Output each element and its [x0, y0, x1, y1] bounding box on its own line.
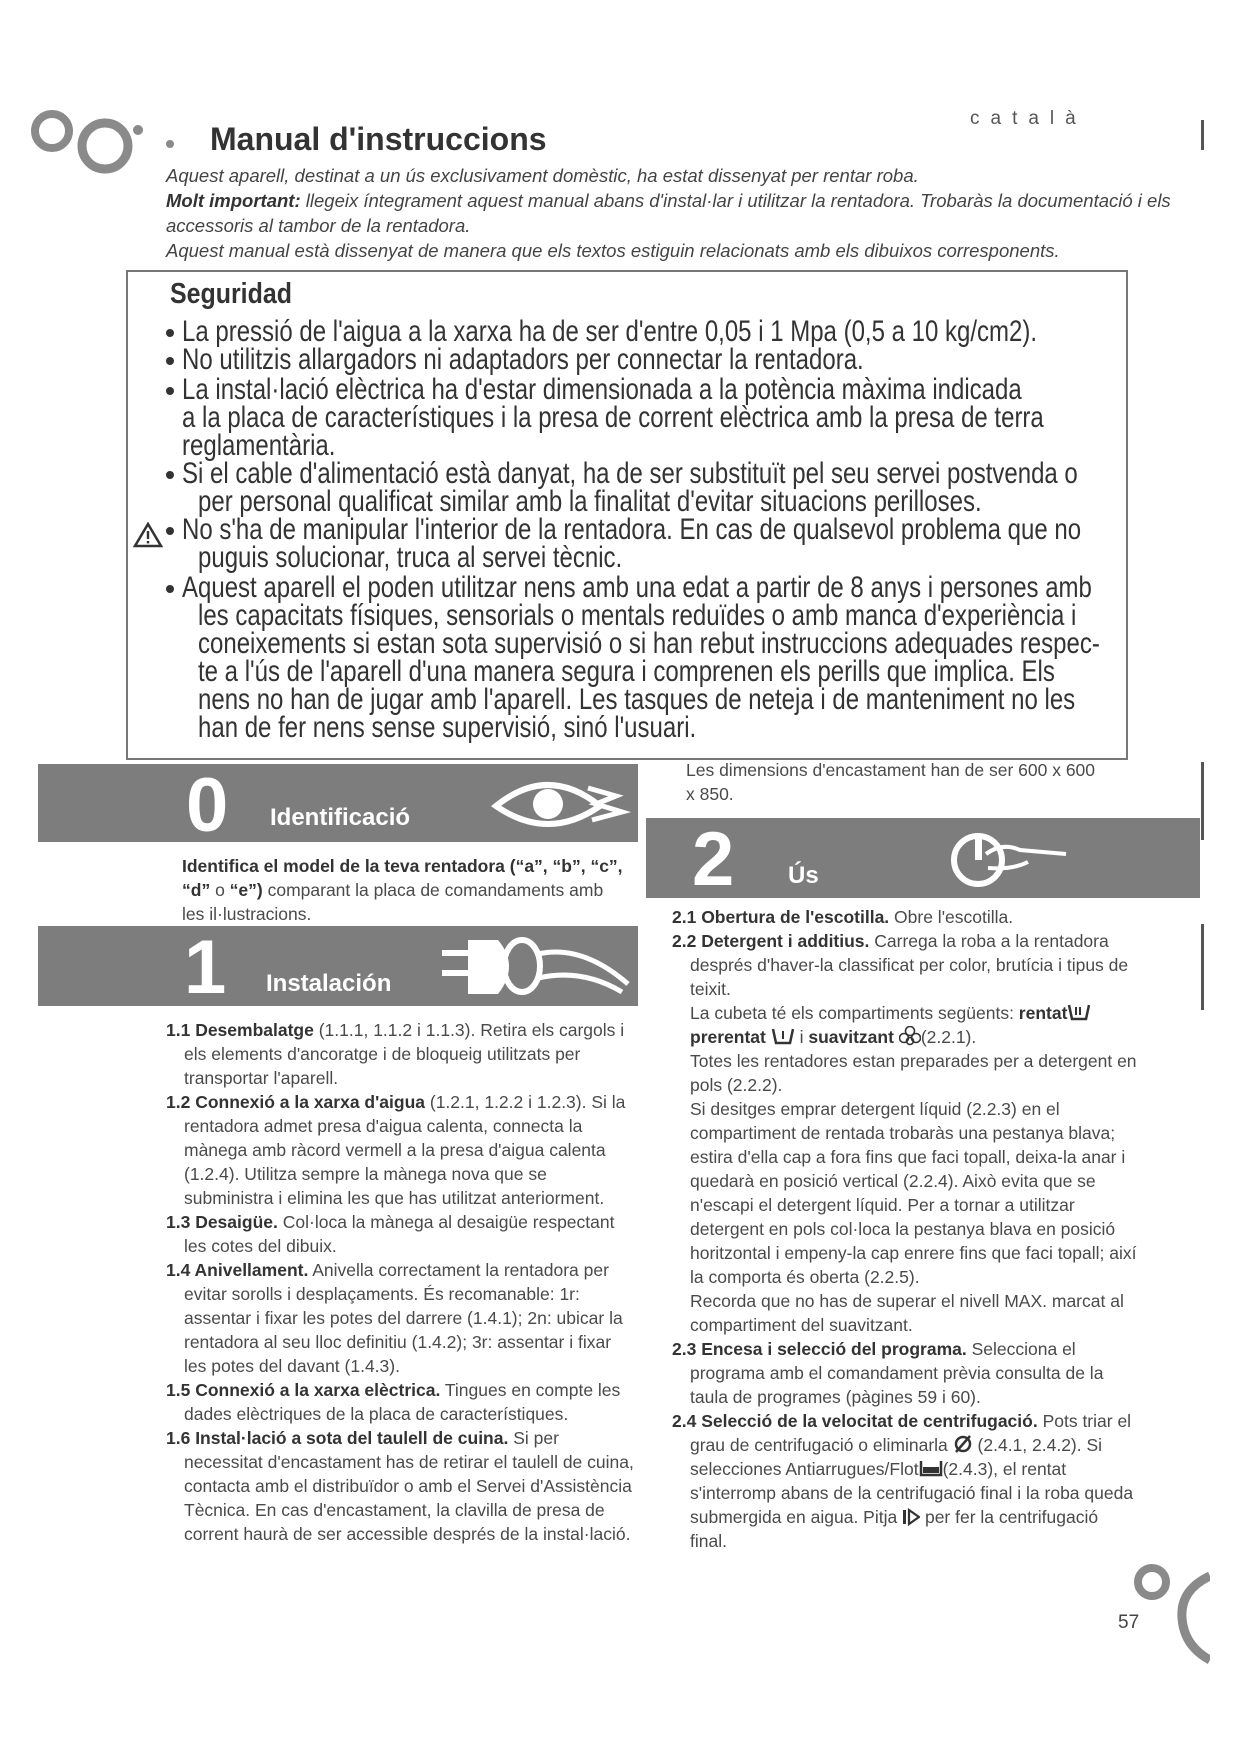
- margin-bar-1: [1201, 120, 1204, 150]
- safety-line: han de fer nens sense supervisió, sinó l'usuari.: [198, 711, 697, 744]
- warning-icon: [133, 522, 163, 548]
- plug-icon: [442, 932, 632, 1002]
- list-item: [166, 1258, 636, 1378]
- prewash-compartment-icon: [771, 1027, 795, 1045]
- paragraph: Totes les rentadores estan preparades per a detergent en pols (2.2.2).: [690, 1051, 1137, 1095]
- no-spin-icon: [953, 1434, 973, 1454]
- section-0-or: o: [210, 880, 230, 900]
- hand-dial-icon: [942, 824, 1072, 894]
- list-item: [166, 1090, 636, 1210]
- item-heading: 2.2 Detergent i additius.: [672, 931, 870, 951]
- item-text: Obre l'escotilla.: [889, 907, 1014, 927]
- safety-box: [126, 270, 1128, 760]
- rinse-hold-icon: [919, 1459, 943, 1477]
- safety-line: La pressió de l'aigua a la xarxa ha de ser d'entre 0,05 i 1 Mpa (0,5 a 10 kg/cm2).: [182, 315, 1037, 348]
- encastament-text: Les dimensions d'encastament han de ser 600 x 600 x 850.: [686, 760, 1096, 804]
- section-0-number: 0: [186, 763, 229, 848]
- safety-line: puguis solucionar, truca al servei tècnic.: [198, 541, 623, 574]
- eye-icon: [488, 768, 638, 838]
- safety-line: No s'ha de manipular l'interior de la rentadora. En cas de qualsevol problema que no: [182, 513, 1082, 546]
- list-item: [166, 1210, 636, 1258]
- section-1-number: 1: [184, 925, 227, 1010]
- section-0-label: Identificació: [270, 804, 411, 831]
- paragraph: [672, 1001, 1138, 1049]
- important-text: llegeix íntegrament aquest manual abans d'instal·lar i utilitzar la rentadora. Trobaràs la documentació i els accessoris al tambor de la rentadora.: [166, 190, 1171, 236]
- list-item: [166, 1378, 636, 1426]
- item-heading: 2.4 Selecció de la velocitat de centrifugació.: [672, 1411, 1038, 1431]
- intro-important: [166, 188, 1176, 238]
- section-0-text: [182, 854, 630, 926]
- compartments-text: La cubeta té els compartiments següents:: [690, 1003, 1019, 1023]
- item-heading: 1.1 Desembalatge: [166, 1020, 314, 1040]
- item-heading: 1.4 Anivellament.: [166, 1260, 309, 1280]
- intro-line-1: Aquest aparell, destinat a un ús exclusivament domèstic, ha estat dissenyat per rentar roba.: [166, 165, 919, 186]
- safety-line: les capacitats físiques, sensorials o mentals reduïdes o amb manca d'experiència i: [198, 599, 1077, 632]
- margin-bar-3: [1201, 924, 1204, 1010]
- start-pause-icon: [902, 1508, 920, 1526]
- section-1-label: Instalación: [266, 970, 392, 997]
- safety-heading: Seguridad: [170, 278, 292, 310]
- paragraph: Si desitges emprar detergent líquid (2.2.3) en el compartiment de rentada trobaràs una pestanya blava; estira d'ella cap a fora fins que faci topall, deixa-la anar i quedarà en posició vertical (2.2.4). Això evita que se n'escapi el detergent líquid. Per a tornar a utilitzar detergent en pols col·loca la pestanya blava en posició horitzontal i empeny-la cap enrere fins que faci topall; així la comporta és oberta (2.2.5).: [690, 1099, 1137, 1287]
- section-0-bold-2: “e”): [229, 880, 263, 900]
- item-heading: 1.6 Instal·lació a sota del taulell de cuina.: [166, 1428, 509, 1448]
- important-label: Molt important:: [166, 190, 301, 211]
- safety-bullet: [166, 527, 174, 535]
- item-heading: 2.3 Encesa i selecció del programa.: [672, 1339, 967, 1359]
- item-text: Tingues en compte les dades elèctriques de la placa de característiques.: [184, 1380, 621, 1424]
- safety-bullet: [166, 357, 174, 365]
- safety-line: Si el cable d'alimentació està danyat, ha de ser substituït pel seu servei postvenda o: [182, 457, 1078, 490]
- safety-line: te a l'ús de l'aparell d'una manera segura i comprenen els perills que implica. Els: [198, 655, 1055, 688]
- compartments-ref: (2.2.1).: [920, 1027, 977, 1047]
- safety-line: nens no han de jugar amb l'aparell. Les tasques de neteja i de manteniment no les: [198, 683, 1076, 716]
- safety-line: No utilitzis allargadors ni adaptadors per connectar la rentadora.: [182, 343, 864, 376]
- item-text: Anivella correctament la rentadora per evitar sorolls i desplaçaments. És recomanable: 1r: assentar i fixar les potes del darrere (1.4.1); 2n: ubicar la rentadora al seu lloc definitiu (1.4.2); 3r: assentar i fixar les potes del davant (1.4.3).: [184, 1260, 623, 1376]
- intro-line-3: Aquest manual està dissenyat de manera que els textos estiguin relacionats amb els dibuixos corresponents.: [166, 240, 1060, 261]
- page-number: 57: [1118, 1612, 1140, 1633]
- item-text: (1.1.1, 1.1.2 i 1.1.3). Retira els cargols i els elements d'ancoratge i de bloqueig utilitzats per transportar l'aparell.: [184, 1020, 625, 1088]
- item-heading: 1.3 Desaigüe.: [166, 1212, 278, 1232]
- item-text: Si per necessitat d'encastament has de retirar el taulell de cuina, contacta amb el distribuïdor o amb el Servei d'Assistència Tècnica. En cas d'encastament, la clavilla de presa de corrent haurà de ser accessible després de la instal·lació.: [184, 1428, 634, 1544]
- paragraph: Recorda que no has de superar el nivell MAX. marcat al compartiment del suavitzant.: [690, 1291, 1124, 1335]
- page-title: Manual d'instruccions: [210, 121, 547, 157]
- section-1-band: [38, 925, 638, 1010]
- logo-circle-bottom-icon: [1130, 1560, 1210, 1670]
- and-word: i: [794, 1027, 809, 1047]
- softener-flower-icon: [899, 1026, 921, 1046]
- safety-line: Aquest aparell el poden utilitzar nens amb una edat a partir de 8 anys i persones amb: [182, 571, 1092, 604]
- section-0-bold: Identifica el model de la teva rentadora (“a”, “b”, “c”, “d”: [182, 856, 623, 900]
- list-item: [166, 1018, 636, 1090]
- section-2-label: Ús: [788, 862, 819, 889]
- item-heading: 1.2 Connexió a la xarxa d'aigua: [166, 1092, 425, 1112]
- section-2-text: [672, 905, 1138, 1553]
- wash-compartment-icon: [1067, 1003, 1091, 1021]
- safety-line: a la placa de característiques i la presa de corrent elèctrica amb la presa de terra: [182, 401, 1044, 434]
- language-label: català: [970, 108, 1087, 129]
- section-0-body: comparant la placa de comandaments amb les il·lustracions.: [182, 880, 604, 924]
- prerentat-label: prerentat: [690, 1027, 766, 1047]
- safety-bullet: [166, 387, 174, 395]
- list-item: [672, 929, 1138, 1001]
- safety-line: coneixements si estan sota supervisió o si han rebut instruccions adequades respec-: [198, 627, 1100, 660]
- section-1-list: [166, 1018, 636, 1546]
- safety-line: reglamentària.: [182, 429, 336, 462]
- safety-bullet: [166, 471, 174, 479]
- safety-bullet: [166, 329, 174, 337]
- safety-bullet: [166, 585, 174, 593]
- list-item: [672, 1409, 1138, 1553]
- list-item: [166, 1426, 636, 1546]
- intro-text: [166, 163, 1176, 263]
- item-text: (2.4.1, 2.4.2). Si selecciones Antiarrugues/Flot: [690, 1435, 1103, 1479]
- section-0-band: [38, 763, 638, 848]
- item-text: Selecciona el programa amb el comandament prèvia consulta de la taula de programes (pàgines 59 i 60).: [690, 1339, 1104, 1407]
- list-item: [672, 1337, 1138, 1409]
- list-item: [672, 905, 1138, 929]
- item-text: Carrega la roba a la rentadora després d'haver-la classificat per color, brutícia i tipus de teixit.: [690, 931, 1129, 999]
- item-text: Col·loca la mànega al desaigüe respectant les cotes del dibuix.: [184, 1212, 615, 1256]
- suavitzant-label: suavitzant: [808, 1027, 894, 1047]
- safety-line: La instal·lació elèctrica ha d'estar dimensionada a la potència màxima indicada: [182, 373, 1022, 406]
- item-text: per fer la centrifugació final.: [690, 1507, 1099, 1551]
- logo-circles-icon: [30, 108, 180, 198]
- item-text: (1.2.1, 1.2.2 i 1.2.3). Si la rentadora admet presa d'aigua calenta, connecta la mànega amb ràcord vermell a la presa d'aigua calenta (1.2.4). Utilitza sempre la mànega nova que se subministra i elimina les que has utilitzat anteriorment.: [184, 1092, 626, 1208]
- safety-line: per personal qualificat similar amb la finalitat d'evitar situacions perilloses.: [198, 485, 982, 518]
- item-heading: 2.1 Obertura de l'escotilla.: [672, 907, 890, 927]
- section-2-band: [646, 817, 1200, 902]
- item-heading: 1.5 Connexió a la xarxa elèctrica.: [166, 1380, 441, 1400]
- item-text: (2.4.3), el rentat s'interromp abans de la centrifugació final i la roba queda submergida en aigua. Pitja: [690, 1459, 1134, 1527]
- item-text: Pots triar el grau de centrifugació o eliminarla: [690, 1411, 1132, 1455]
- margin-bar-2: [1201, 762, 1204, 840]
- section-2-number: 2: [692, 817, 735, 902]
- rentat-label: rentat: [1018, 1003, 1068, 1023]
